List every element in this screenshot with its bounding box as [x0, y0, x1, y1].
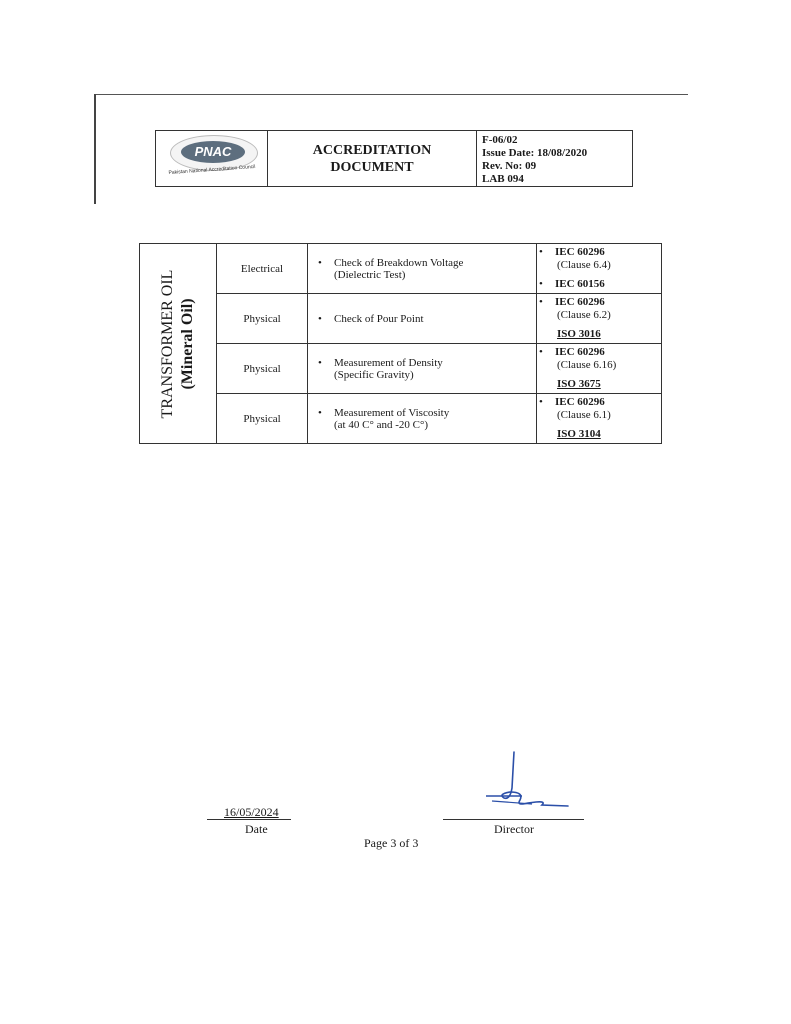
product-cell — [140, 244, 217, 444]
date-value: 16/05/2024 — [224, 805, 279, 819]
standard-primary: IEC 60296 — [555, 346, 605, 358]
accreditation-scope-table — [139, 243, 662, 444]
test-name: Check of Breakdown Voltage — [334, 256, 464, 269]
director-label: Director — [494, 822, 534, 836]
test-cell — [308, 244, 537, 294]
standard-clause: (Clause 6.2) — [557, 309, 611, 321]
table-row — [140, 344, 662, 394]
test-detail: (at 40 C° and -20 C°) — [334, 418, 429, 431]
product-type: (Mineral Oil) — [179, 297, 196, 390]
issue-date: Issue Date: 18/08/2020 — [482, 147, 588, 159]
bullet-icon: • — [539, 278, 543, 290]
test-name: Measurement of Density — [334, 356, 443, 369]
pnac-logo-subtitle: Pakistan National Accreditation Council — [168, 163, 256, 177]
director-line — [443, 819, 584, 820]
form-number: F-06/02 — [482, 134, 518, 146]
standard-secondary: IEC 60156 — [555, 278, 605, 290]
bullet-icon: • — [539, 296, 543, 308]
title-line-1: ACCREDITATION — [312, 142, 432, 158]
test-detail: (Dielectric Test) — [334, 268, 406, 281]
field-cell: Electrical — [217, 244, 308, 294]
product-label — [158, 269, 198, 418]
logo-cell — [156, 131, 268, 186]
product-name: TRANSFORMER OIL — [159, 269, 176, 418]
pnac-logo-mark: PNAC — [181, 141, 245, 163]
table-row — [140, 244, 662, 294]
table-row — [140, 294, 662, 344]
standard-secondary: ISO 3016 — [557, 328, 601, 340]
bullet-icon: • — [318, 356, 322, 369]
bullet-icon: • — [318, 406, 322, 419]
test-name: Check of Pour Point — [334, 312, 424, 325]
standard-cell — [537, 244, 662, 294]
standard-cell — [537, 344, 662, 394]
test-cell — [308, 294, 537, 344]
title-line-2: DOCUMENT — [330, 159, 414, 175]
document-header — [155, 130, 633, 187]
standard-secondary: ISO 3104 — [557, 428, 601, 440]
standard-cell — [537, 294, 662, 344]
table-row — [140, 394, 662, 444]
test-detail: (Specific Gravity) — [334, 368, 414, 381]
document-title — [268, 131, 477, 186]
test-name: Measurement of Viscosity — [334, 406, 450, 419]
standard-primary: IEC 60296 — [555, 396, 605, 408]
date-label: Date — [245, 822, 268, 836]
bullet-icon: • — [539, 346, 543, 358]
bullet-icon: • — [318, 256, 322, 269]
field-cell: Physical — [217, 344, 308, 394]
document-info — [477, 131, 632, 186]
test-cell — [308, 394, 537, 444]
field-cell: Physical — [217, 394, 308, 444]
page-number: Page 3 of 3 — [364, 836, 419, 850]
standard-primary: IEC 60296 — [555, 296, 605, 308]
standard-secondary: ISO 3675 — [557, 378, 601, 390]
field-cell: Physical — [217, 294, 308, 344]
scan-edge-top — [94, 94, 688, 95]
bullet-icon: • — [539, 246, 543, 258]
bullet-icon: • — [539, 396, 543, 408]
test-cell — [308, 344, 537, 394]
standard-clause: (Clause 6.1) — [557, 409, 611, 421]
scan-edge-left — [94, 94, 96, 204]
standard-primary: IEC 60296 — [555, 246, 605, 258]
standard-clause: (Clause 6.16) — [557, 359, 617, 371]
lab-number: LAB 094 — [482, 173, 524, 185]
bullet-icon: • — [318, 312, 322, 325]
date-line — [207, 819, 291, 820]
revision-number: Rev. No: 09 — [482, 160, 537, 172]
standard-cell — [537, 394, 662, 444]
director-signature — [476, 748, 576, 814]
standard-clause: (Clause 6.4) — [557, 259, 611, 271]
